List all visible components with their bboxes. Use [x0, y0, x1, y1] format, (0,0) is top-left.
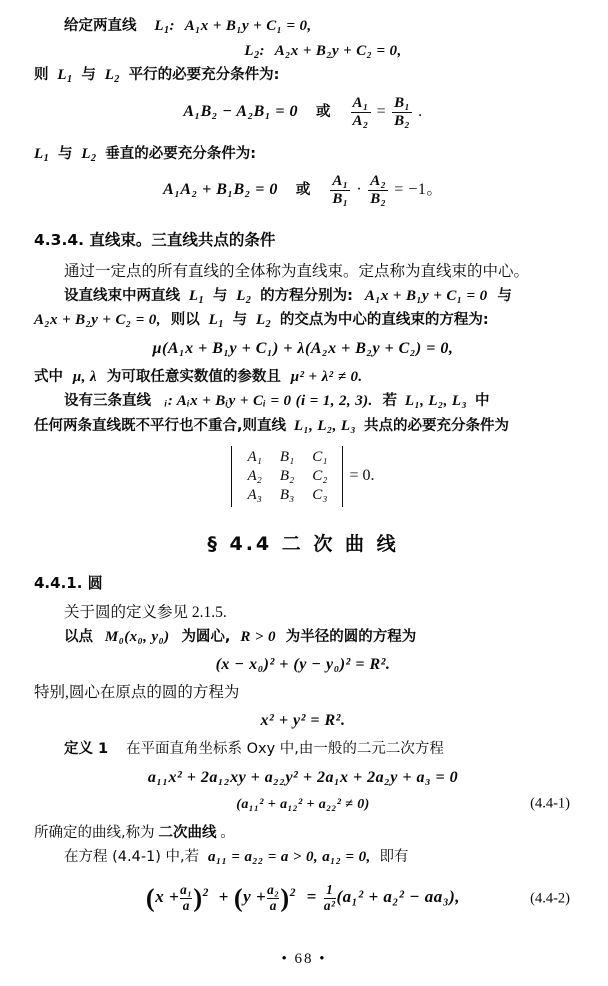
p11-tail: 即有 — [379, 849, 409, 866]
eq442-equals: = — [306, 887, 317, 907]
perp-suffix: 垂直的必要充分条件为: — [105, 145, 257, 162]
p3-prefix: 则以 — [170, 312, 200, 329]
line2-name: $L_2$: — [244, 42, 265, 61]
perp-eq-left: A₁A₂ + B₁B₂ = 0 — [163, 181, 278, 199]
p5-tail2: 中 — [474, 393, 490, 410]
eq442-fraction-1: $\frac{\text{a₁}}{a}$ — [180, 882, 193, 914]
p8-center-point: M₀(x₀, y₀) — [104, 628, 170, 645]
perp-L1: $L_1$ — [34, 145, 50, 164]
perp-or: 或 — [295, 182, 311, 199]
heading-4-4-1: 4.4.1. 圆 — [34, 573, 103, 592]
p4-prefix: 式中 — [34, 369, 63, 386]
circle-origin-equation-text: x² + y² = R². — [260, 712, 346, 730]
paragraph-quadratic-curve-name — [34, 821, 572, 845]
p5-equation: ᵢ: Aᵢx + Bᵢy + Cᵢ = 0 (i = 1, 2, 3). — [164, 393, 373, 410]
p2-and: 与 — [212, 287, 228, 304]
p5-lines: L₁, L₂, L₃ — [404, 393, 468, 410]
p3-eq: A₂x + B₂y + C₂ = 0, — [34, 312, 161, 329]
perp-eq-right: = −1。 — [394, 181, 443, 199]
definition-text: 在平面直角坐标系 Oxy 中,由一般的二元二次方程 — [126, 741, 444, 758]
p5-prefix: 设有三条直线 — [64, 393, 151, 410]
det-cell: A₁ — [247, 448, 262, 465]
given-lines-row — [34, 14, 572, 39]
paragraph-three-lines — [34, 389, 572, 413]
paren-close-1: ) — [193, 884, 203, 914]
paragraph-circle-at-origin: 特别,圆心在原点的圆的方程为 — [34, 684, 240, 702]
p2-L1: $L_1$ — [188, 287, 204, 306]
p5-tail: 若 — [382, 393, 398, 410]
det-cell: A₂ — [247, 467, 262, 484]
line1-equation: A₁x + B₁y + C₁ = 0, — [184, 18, 312, 34]
p11-condition: a₁₁ = a₂₂ = a > 0, a₁₂ = 0, — [208, 849, 371, 866]
section-heading-4-4: § 4.4 二 次 曲 线 — [207, 532, 399, 555]
parallel-equals: = — [376, 102, 387, 120]
p6-tail: 共点的必要充分条件为 — [363, 417, 509, 434]
det-cell: B₃ — [279, 486, 295, 503]
p8-radius: R > 0 — [240, 628, 276, 645]
p4-condition: μ² + λ² ≠ 0. — [290, 369, 363, 386]
circle-equation — [34, 656, 572, 674]
parallel-period: . — [418, 102, 423, 120]
paragraph-special-case — [34, 845, 572, 869]
determinant-block — [34, 446, 572, 507]
perp-L2: $L_2$ — [81, 145, 97, 164]
eq442-square-1: 2 — [202, 886, 209, 900]
parallel-condition-text — [34, 63, 572, 88]
heading-4-3-4: 4.3.4. 直线束。三直线共点的条件 — [34, 230, 276, 249]
eq442-fraction-2: $\frac{\text{a₂}}{a}$ — [267, 882, 280, 914]
perp-fraction-1: $\frac{\text{A₁}}{\text{B₁}}$ — [332, 173, 349, 208]
circle-equation-text: (x − x₀)² + (y − y₀)² = R². — [215, 656, 391, 674]
parallel-fraction-1: $\frac{\text{A₁}}{\text{A₂}}$ — [352, 94, 369, 129]
p2-prefix: 设直线束中两直线 — [64, 287, 180, 304]
equation-4-4-2-row — [34, 883, 572, 914]
paren-close-2: ) — [280, 884, 290, 914]
p6-text: 任何两条直线既不平行也不重合,则直线 — [34, 417, 287, 434]
line1-name: $L_1$: — [154, 18, 175, 36]
p10-tail: 。 — [220, 825, 235, 842]
p4-params: μ, λ — [72, 369, 97, 386]
line2-equation: A₂x + B₂y + C₂ = 0, — [274, 42, 402, 59]
p2-eq1: A₁x + B₁y + C₁ = 0 — [364, 287, 488, 304]
eq442-y: y + — [243, 887, 267, 907]
p3-L2: $L_2$ — [255, 312, 272, 331]
det-cell: C₁ — [312, 448, 328, 465]
pencil-equation-text: μ(A₁x + B₁y + C₁) + λ(A₂x + B₂y + C₂) = 0, — [152, 340, 454, 358]
perp-equation — [34, 173, 572, 208]
definition-label: 定义 1 — [64, 741, 109, 758]
table-row — [238, 467, 336, 486]
det-cell: A₃ — [247, 486, 262, 503]
eq442-fraction-3: $\frac{1}{\text{a²}}$ — [323, 882, 336, 914]
paragraph-concurrency-condition — [34, 414, 572, 438]
parallel-equation — [34, 95, 572, 130]
p6-lines: L₁, L₂, L₃ — [293, 417, 357, 434]
determinant-table — [238, 448, 336, 505]
definition-1 — [34, 737, 572, 761]
line2-row — [34, 39, 572, 64]
general-quadratic-condition: (a₁₁² + a₁₂² + a₂₂² ≠ 0) — [236, 797, 370, 813]
general-quadratic-equation: a₁₁x² + 2a₁₂xy + a₂₂y² + 2a₁x + 2a₂y + a₃ = 0 — [147, 769, 459, 787]
p10-prefix: 所确定的曲线,称为 — [34, 825, 155, 842]
determinant — [231, 446, 343, 507]
eq442-x: x + — [155, 887, 180, 907]
p8-tail: 为半径的圆的方程为 — [285, 628, 417, 645]
paragraph-circle-reference: 关于圆的定义参见 2.1.5. — [64, 603, 227, 621]
perp-condition-text — [34, 142, 572, 167]
p2-with: 与 — [497, 287, 512, 304]
p2-L2: $L_2$ — [236, 287, 252, 306]
det-cell: B₂ — [279, 467, 295, 484]
p2-suffix: 的方程分别为: — [260, 287, 353, 304]
parallel-fraction-2: $\frac{\text{B₁}}{\text{B₂}}$ — [394, 94, 411, 129]
eq442-plus: + — [218, 887, 229, 907]
det-cell: C₂ — [312, 467, 328, 484]
p4-text: 为可取任意实数值的参数且 — [106, 369, 281, 386]
parallel-L1: $L_1$ — [57, 67, 73, 86]
general-quadratic-equation-row — [34, 769, 572, 787]
p3-L1: $L_1$ — [208, 312, 224, 331]
table-row — [238, 448, 336, 467]
parallel-eq-left: A₁B₂ − A₂B₁ = 0 — [183, 102, 299, 120]
perp-fraction-2: $\frac{\text{A₂}}{\text{B₂}}$ — [370, 173, 387, 208]
paren-open-1: ( — [145, 884, 156, 914]
parallel-and: 与 — [81, 67, 96, 84]
equation-4-4-2 — [145, 882, 461, 914]
parallel-L2: $L_2$ — [104, 67, 120, 86]
parallel-suffix: 平行的必要充分条件为: — [128, 67, 280, 84]
parallel-prefix: 则 — [34, 67, 49, 84]
eq442-square-2: 2 — [289, 886, 296, 900]
eq442-rhs: (a₁² + a₂² − aa₃), — [336, 887, 461, 907]
equation-number-4-4-2: (4.4-2) — [530, 890, 570, 907]
det-cell: C₃ — [312, 486, 328, 503]
p11-prefix: 在方程 (4.4-1) 中,若 — [64, 849, 200, 866]
determinant-equals: = 0. — [349, 467, 375, 485]
paragraph-pencil-definition: 通过一定点的所有直线的全体称为直线束。定点称为直线束的中心。 — [64, 262, 530, 280]
given-lines-label: 给定两直线 — [64, 18, 137, 34]
perp-dot: · — [356, 181, 363, 199]
p3-and: 与 — [232, 312, 248, 329]
p10-bold-term: 二次曲线 — [158, 825, 217, 842]
page-number: • 68 • — [281, 951, 327, 967]
paragraph-two-lines-setup — [34, 284, 572, 309]
p8-prefix: 以点 — [64, 628, 93, 645]
paragraph-parameters — [34, 365, 572, 389]
perp-and: 与 — [57, 145, 73, 162]
p3-suffix: 的交点为中心的直线束的方程为: — [279, 312, 489, 329]
p8-mid: 为圆心, — [181, 628, 231, 645]
equation-number-4-4-1: (4.4-1) — [530, 795, 570, 812]
circle-origin-equation — [34, 712, 572, 730]
paragraph-circle-equation-intro — [34, 625, 572, 649]
paragraph-pencil-center — [34, 308, 572, 333]
table-row — [238, 486, 336, 505]
parallel-or: 或 — [316, 103, 331, 120]
det-cell: B₁ — [279, 448, 295, 465]
pencil-equation — [34, 340, 572, 358]
paren-open-2: ( — [233, 884, 244, 914]
general-quadratic-condition-row — [34, 795, 572, 813]
